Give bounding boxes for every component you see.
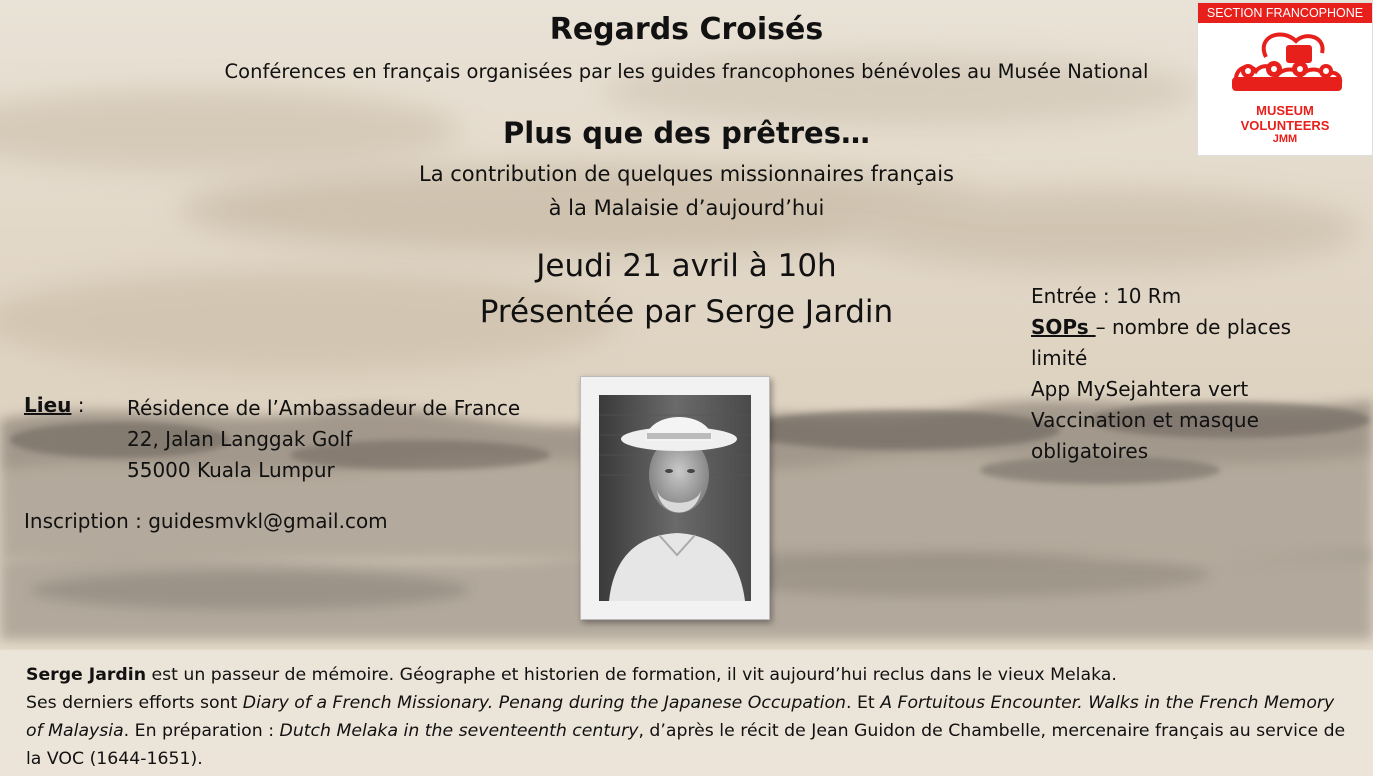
- logo-emblem-icon: [1226, 27, 1346, 103]
- venue-line1: Résidence de l’Ambassadeur de France: [127, 396, 521, 420]
- venue-label-separator: :: [71, 393, 85, 417]
- bio-sentence5: , d’après le récit de Jean Guidon de Chambelle, mercenaire français au service de la VOC (1644-1651).: [26, 721, 1346, 769]
- page-title: Regards Croisés: [549, 12, 824, 47]
- bio-book1: Diary of a French Missionary. Penang during the Japanese Occupation: [242, 693, 847, 713]
- sops-label: SOPs: [1031, 315, 1096, 339]
- talk-subtitle-line1: La contribution de quelques missionnaires français: [419, 162, 954, 186]
- page-subtitle: Conférences en français organisées par les guides francophones bénévoles au Musée National: [224, 60, 1149, 83]
- bio-book2: A Fortuitous Encounter. Walks in the French Memory of Malaysia: [26, 693, 1335, 741]
- talk-subtitle-line2: à la Malaisie d’aujourd’hui: [548, 196, 825, 220]
- presenter-portrait: [599, 395, 751, 601]
- talk-title: Plus que des prêtres…: [503, 116, 870, 150]
- bio-sentence2: Ses derniers efforts sont: [26, 693, 243, 713]
- logo-line3: JMM: [1272, 133, 1298, 145]
- venue-label-text: Lieu: [24, 393, 72, 417]
- bio-sentence3: . Et: [846, 693, 881, 713]
- venue-address: [127, 393, 520, 486]
- app-requirement: App MySejahtera vert: [1031, 377, 1249, 401]
- venue-line2: 22, Jalan Langgak Golf: [127, 427, 353, 451]
- inscription: [24, 509, 388, 533]
- entry-fee: Entrée : 10 Rm: [1031, 284, 1182, 308]
- presenter-photo-frame: [580, 376, 770, 620]
- logo-line1: MUSEUM: [1256, 103, 1314, 118]
- venue-line3: 55000 Kuala Lumpur: [127, 458, 335, 482]
- logo-header: SECTION FRANCOPHONE: [1198, 3, 1372, 23]
- sops-line: [1031, 312, 1351, 374]
- talk-presenter: Présentée par Serge Jardin: [479, 294, 894, 330]
- talk-date: Jeudi 21 avril à 10h: [536, 248, 837, 284]
- bio-book3: Dutch Melaka in the seventeenth century: [279, 721, 639, 741]
- presenter-bio: [26, 661, 1356, 773]
- bio-sentence4: . En préparation :: [123, 721, 280, 741]
- museum-volunteers-logo: [1197, 2, 1373, 156]
- sops-text: – nombre de places limité: [1031, 315, 1292, 370]
- bio-name: Serge Jardin: [26, 665, 147, 685]
- vaccination-requirement: Vaccination et masque obligatoires: [1031, 408, 1259, 463]
- venue-label: [24, 393, 85, 417]
- inscription-label: Inscription :: [24, 509, 149, 533]
- logo-line2: VOLUNTEERS: [1240, 118, 1330, 133]
- info-panel: [1031, 281, 1351, 467]
- presenter-photo: [599, 395, 751, 601]
- bio-sentence1: est un passeur de mémoire. Géographe et historien de formation, il vit aujourd’hui reclus dans le vieux Melaka.: [146, 665, 1117, 685]
- inscription-email[interactable]: guidesmvkl@gmail.com: [148, 509, 388, 533]
